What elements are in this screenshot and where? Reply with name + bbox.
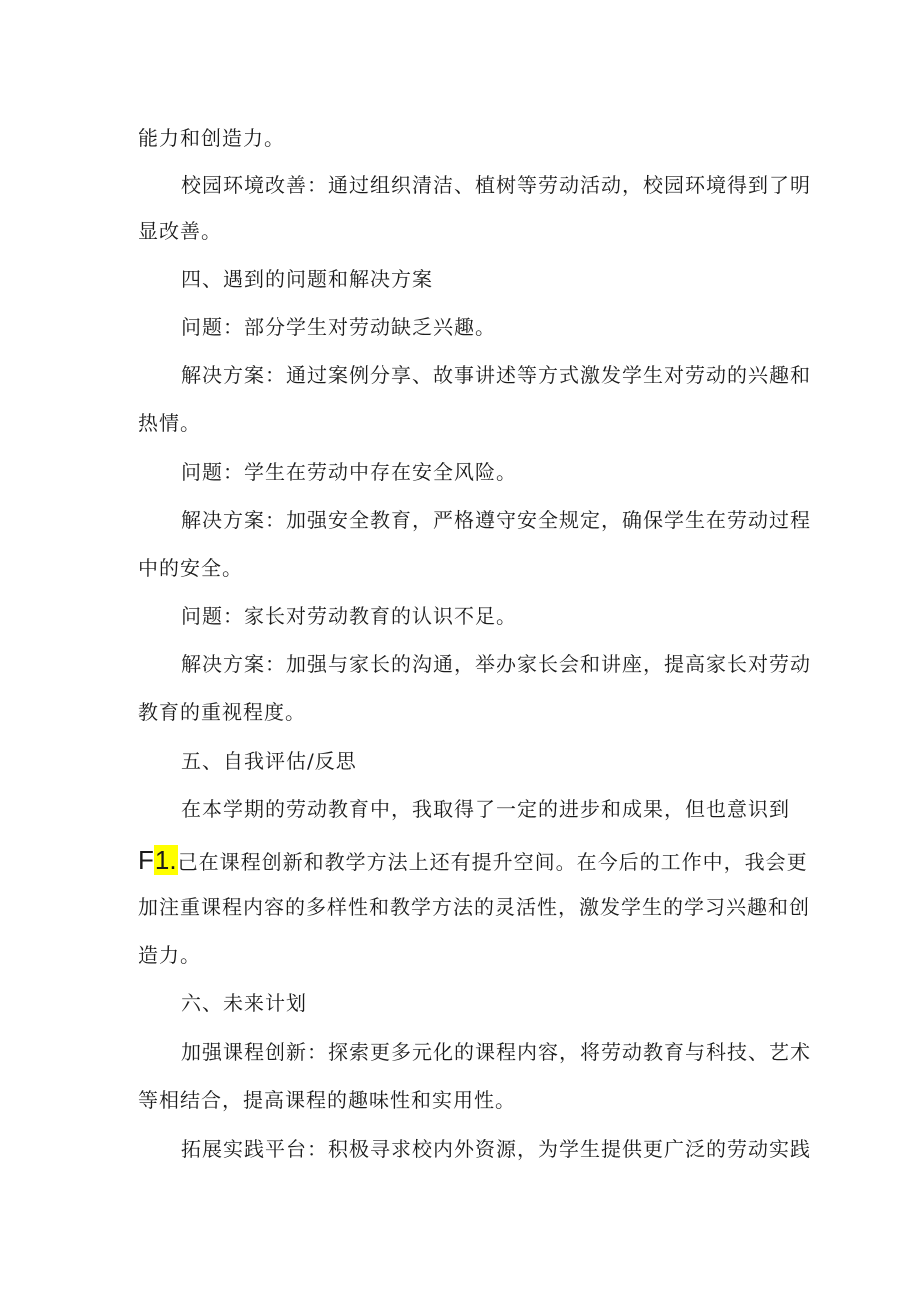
paragraph-line: 中的安全。 xyxy=(138,556,243,580)
paragraph-line: 问题：学生在劳动中存在安全风险。 xyxy=(181,460,517,484)
paragraph-line: 问题：部分学生对劳动缺乏兴趣。 xyxy=(181,315,496,339)
paragraph-line: 解决方案：通过案例分享、故事讲述等方式激发学生对劳动的兴趣和 xyxy=(181,363,811,387)
section-heading: 五、自我评估/反思 xyxy=(181,749,357,773)
paragraph-line: 等相结合，提高课程的趣味性和实用性。 xyxy=(138,1088,516,1112)
paragraph-line: 在本学期的劳动教育中，我取得了一定的进步和成果，但也意识到 xyxy=(181,797,790,821)
paragraph-line: 加强课程创新：探索更多元化的课程内容，将劳动教育与科技、艺术 xyxy=(181,1040,811,1064)
paragraph-line-marked xyxy=(138,843,808,879)
paragraph-line: 拓展实践平台：积极寻求校内外资源，为学生提供更广泛的劳动实践 xyxy=(181,1137,811,1161)
paragraph-line: 问题：家长对劳动教育的认识不足。 xyxy=(181,604,517,628)
section-heading: 四、遇到的问题和解决方案 xyxy=(181,267,433,291)
mark-prefix: F xyxy=(138,845,154,875)
paragraph-line: 解决方案：加强安全教育，严格遵守安全规定，确保学生在劳动过程 xyxy=(181,508,811,532)
paragraph-line: 能力和创造力。 xyxy=(138,126,285,150)
paragraph-line: 教育的重视程度。 xyxy=(138,700,306,724)
paragraph-line: 校园环境改善：通过组织清洁、植树等劳动活动，校园环境得到了明 xyxy=(181,173,811,197)
paragraph-line-text: 己在课程创新和教学方法上还有提升空间。在今后的工作中，我会更 xyxy=(177,850,808,874)
highlight-mark: 1. xyxy=(154,845,177,875)
paragraph-line: 解决方案：加强与家长的沟通，举办家长会和讲座，提高家长对劳动 xyxy=(181,652,811,676)
paragraph-line: 显改善。 xyxy=(138,219,222,243)
section-heading: 六、未来计划 xyxy=(181,991,307,1015)
paragraph-line: 热情。 xyxy=(138,411,201,435)
paragraph-line: 加注重课程内容的多样性和教学方法的灵活性，激发学生的学习兴趣和创 xyxy=(138,895,810,919)
paragraph-line: 造力。 xyxy=(138,943,201,967)
